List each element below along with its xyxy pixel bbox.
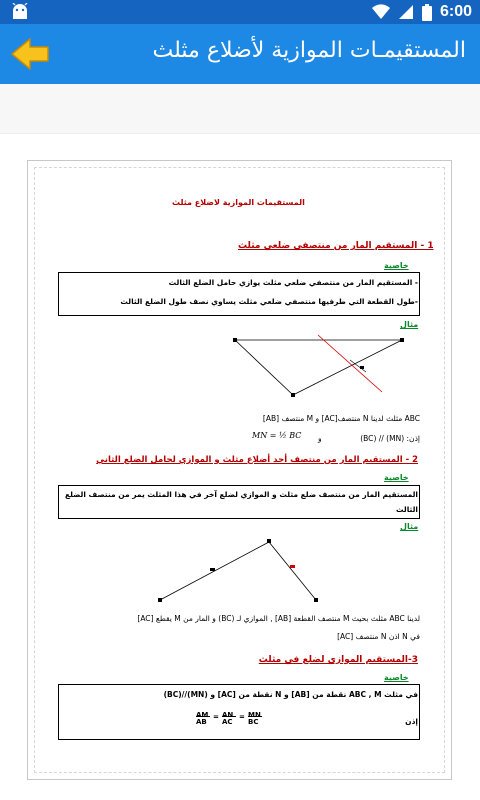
ratio-bc-den: BC [248, 718, 259, 726]
section1-and-word: و [318, 434, 322, 443]
section1-property-label: خاصية [384, 261, 409, 270]
ratio-an-bar [222, 716, 236, 717]
android-icon [10, 3, 30, 21]
ad-banner[interactable] [0, 84, 480, 134]
section2-property-line1: المستقيم المار من منتصف ضلع مثلث و الموازي لضلع آخر في هذا المثلث يمر من منتصف الضلع [64, 490, 418, 499]
section2-property-line2: الثالث [395, 505, 418, 514]
section1-example-label: مثال [400, 320, 419, 329]
ratio-am-num: AM [196, 711, 209, 719]
section3-ratio-formula [196, 708, 268, 734]
section2-property-label: خاصية [384, 473, 409, 482]
section3-property-line2: إذن [405, 717, 418, 726]
section1-property-line2: -طول القطعة التي طرفيها منتصفي ضلعي مثلث يساوي نصف طول الضلع الثالث [120, 297, 418, 306]
section2-example-text2: في N اذن N منتصف [AC] [337, 632, 420, 641]
ratio-an-num: AN [222, 711, 234, 719]
section1-example-text2: إذن: (MN) // (BC) [360, 434, 420, 443]
section1-triangle-figure [220, 332, 420, 404]
ratio-mn-bar [248, 716, 262, 717]
section3-property-line1: في مثلث ABC , M نقطة من [AB] و N نقطة من [AC] و (MN)//(BC) [163, 690, 418, 699]
ratio-eq-2: = [239, 713, 245, 721]
section1-example-text1: ABC مثلث لدينا N منتصف[AC] و M منتصف [AB] [262, 414, 420, 423]
clock: 6:00 [439, 3, 472, 20]
ratio-eq-1: = [213, 713, 219, 721]
section1-property-line1: - المستقيم المار من منتصفي ضلعي مثلث يوازي حامل الضلع الثالث [168, 278, 418, 287]
ratio-ac-den: AC [222, 718, 233, 726]
section2-example-label: مثال [400, 522, 419, 531]
ratio-ab-den: AB [196, 718, 207, 726]
back-arrow-icon[interactable] [10, 36, 50, 72]
battery-icon [422, 4, 432, 21]
doc-main-title: المستقيمات الموازية لاضلاع مثلث [172, 198, 305, 207]
section2-example-text1: لدينا ABC مثلث بحيث M منتصف القطعة [AB] , الموازي لـ (BC) و المار من M يقطع [AC] [137, 614, 420, 623]
section1-heading: 1 - المستقيم المار من منتصفي ضلعي مثلث [238, 241, 434, 251]
ratio-mn-num: MN [248, 711, 261, 719]
section2-triangle-figure [150, 534, 330, 606]
signal-icon [398, 4, 414, 20]
document-border [34, 167, 445, 773]
section1-formula: MN = ½ BC [252, 431, 302, 440]
section2-heading: 2 - المستقيم المار من منتصف أحد أضلاع مثلث و الموازي لحامل الضلع الثاني [96, 455, 418, 465]
section3-heading: 3-المستقيم الموازي لضلع في مثلث [258, 655, 418, 665]
wifi-icon [372, 4, 390, 20]
app-bar [0, 24, 480, 84]
page-title: المستقيمـات الموازية لأضلاع مثلث [152, 38, 466, 63]
section3-property-label: خاصية [384, 673, 409, 682]
ratio-am-bar [196, 716, 210, 717]
status-bar [0, 0, 480, 24]
